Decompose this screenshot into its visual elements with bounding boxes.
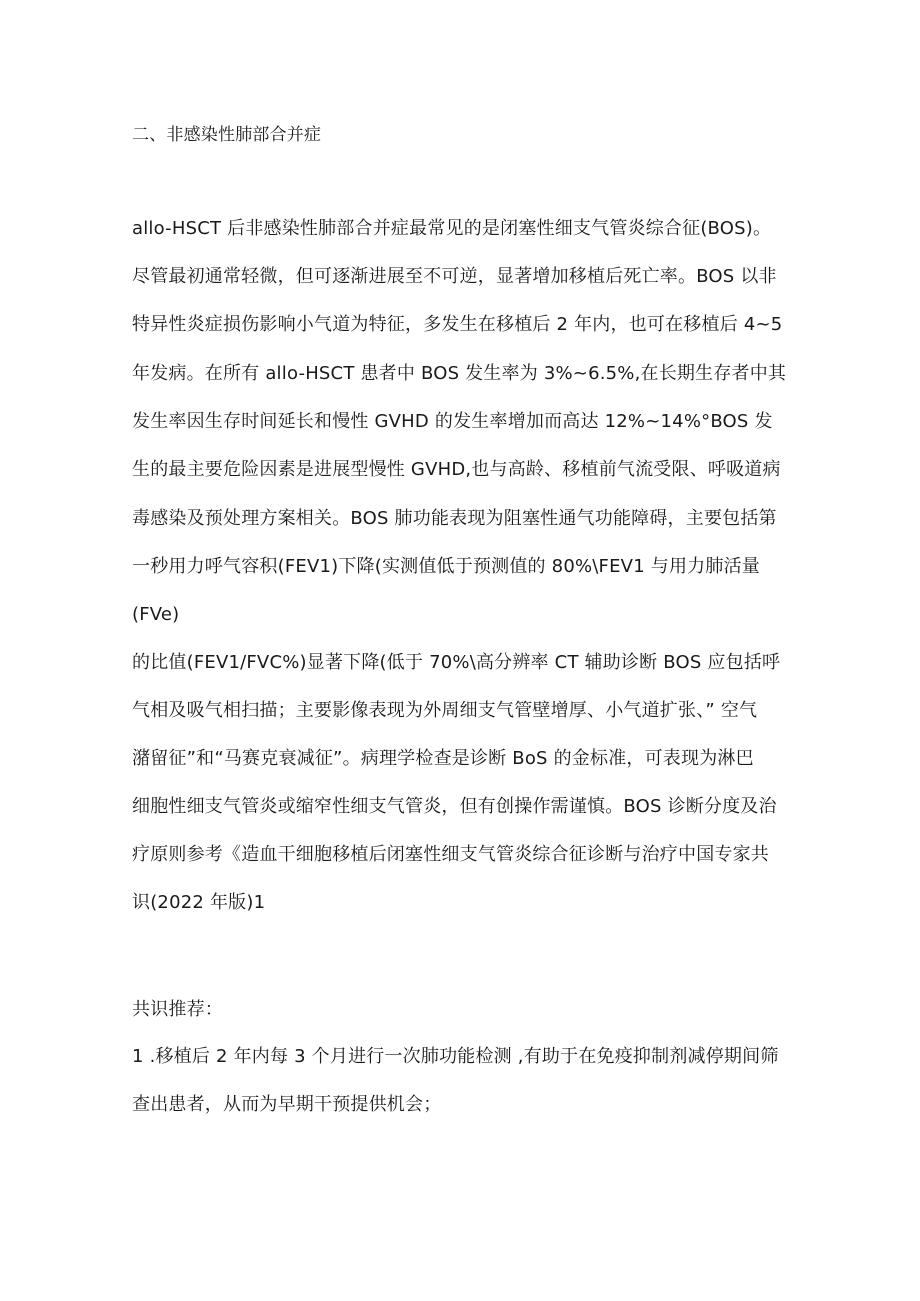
- paragraph-line: 细胞性细支气管炎或缩窄性细支气管炎，但有创操作需谨慎。BOS 诊断分度及治: [132, 796, 777, 817]
- section-heading: 二、非感染性肺部合并症: [132, 125, 322, 145]
- paragraph-line: 年发病。在所有 allo-HSCT 患者中 BOS 发生率为 3%~6.5%,在长期生存者中其: [132, 363, 787, 384]
- recommendation-line: 查出患者，从而为早期干预提供机会；: [132, 1094, 442, 1115]
- paragraph-line: 疗原则参考《造血干细胞移植后闭塞性细支气管炎综合征诊断与治疗中国专家共: [132, 844, 769, 865]
- paragraph-line: (FVe): [132, 604, 180, 625]
- paragraph-line: 识(2022 年版)1: [132, 892, 266, 913]
- paragraph-line: 气相及吸气相扫描；主要影像表现为外周细支气管壁增厚、小气道扩张、” 空气: [132, 700, 758, 721]
- paragraph-line: 毒感染及预处理方案相关。BOS 肺功能表现为阻塞性通气功能障碍，主要包括第: [132, 508, 777, 529]
- paragraph-line: 发生率因生存时间延长和慢性 GVHD 的发生率增加而高达 12%~14%°BOS 发: [132, 411, 773, 432]
- recommendation-heading: 共识推荐：: [132, 999, 223, 1020]
- recommendation-line: 1 .移植后 2 年内每 3 个月进行一次肺功能检测 ,有助于在免疫抑制剂减停期间筛: [132, 1046, 779, 1067]
- paragraph-line: 一秒用力呼气容积(FEV1)下降(实测值低于预测值的 80%\FEV1 与用力肺活量: [132, 556, 760, 577]
- paragraph-line: 特异性炎症损伤影响小气道为特征，多发生在移植后 2 年内，也可在移植后 4~5: [132, 314, 783, 335]
- paragraph-line: 尽管最初通常轻微，但可逐渐进展至不可逆，显著增加移植后死亡率。BOS 以非: [132, 266, 777, 287]
- paragraph-line: 的比值(FEV1∕FVC%)显著下降(低于 70%\高分辨率 CT 辅助诊断 BOS 应包括呼: [132, 652, 781, 673]
- paragraph-line: 潴留征”和“马赛克衰减征”。病理学检查是诊断 BoS 的金标准，可表现为淋巴: [132, 748, 754, 769]
- paragraph-line: 生的最主要危险因素是进展型慢性 GVHD,也与高龄、移植前气流受限、呼吸道病: [132, 459, 781, 480]
- paragraph-line: allo-HSCT 后非感染性肺部合并症最常见的是闭塞性细支气管炎综合征(BOS)。: [132, 218, 772, 239]
